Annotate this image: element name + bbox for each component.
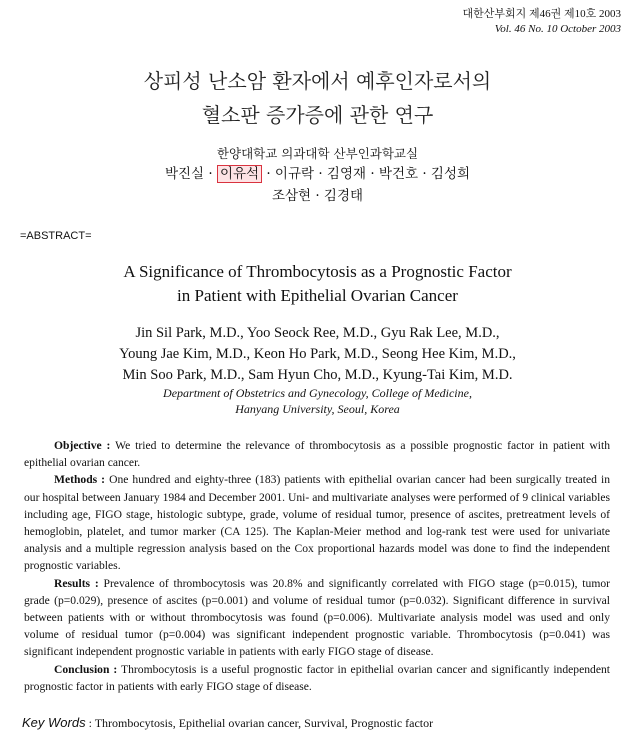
- journal-citation: [462, 7, 621, 37]
- korean-author-before: 박진실 ·: [164, 166, 217, 182]
- korean-author-after: · 이규락 · 김영재 · 박건호 · 김성희: [262, 166, 471, 182]
- english-authors-line-3: Min Soo Park, M.D., Sam Hyun Cho, M.D., Kyung-Tai Kim, M.D.: [122, 367, 513, 383]
- keywords: [22, 715, 433, 731]
- english-authors-line-2: Young Jae Kim, M.D., Keon Ho Park, M.D., Seong Hee Kim, M.D.,: [119, 346, 516, 362]
- english-title: [0, 260, 635, 308]
- department: [0, 385, 635, 417]
- department-line-2: Hanyang University, Seoul, Korea: [235, 402, 400, 416]
- objective-label: Objective :: [54, 439, 111, 452]
- methods-text: One hundred and eighty-three (183) patients with epithelial ovarian cancer had been surgically treated in our hospital between January 1984 and December 2001. Uni- and multivariate analyses were performed of 9 clinical variables including age, FIGO stage, histologic subtype, grade, volume of residual tumor, presence of ascites, pretreatment levels of hemoglobin, platelet, and tumor marker (CA 125). The Kaplan-Meier method and log-rank test were used for univariate analysis and a multiple regression analysis based on the Cox proportional hazards model was done to find the independent prognostic variables.: [24, 473, 610, 573]
- abstract-body: [24, 437, 610, 695]
- abstract-label: =ABSTRACT=: [20, 230, 92, 242]
- keywords-label: Key Words: [22, 715, 86, 730]
- methods-paragraph: [24, 471, 610, 574]
- objective-paragraph: [24, 437, 610, 471]
- keywords-text: : Thrombocytosis, Epithelial ovarian cancer, Survival, Prognostic factor: [85, 716, 434, 730]
- korean-authors-line-2: 조삼현 · 김경태: [271, 188, 364, 204]
- korean-title-line-2: 혈소판 증가증에 관한 연구: [201, 103, 434, 127]
- conclusion-label: Conclusion :: [54, 662, 118, 676]
- english-authors: [0, 323, 635, 386]
- korean-authors-line-1: [0, 163, 635, 185]
- english-authors-line-1: Jin Sil Park, M.D., Yoo Seock Ree, M.D., Gyu Rak Lee, M.D.,: [135, 325, 500, 341]
- results-text: Prevalence of thrombocytosis was 20.8% and significantly correlated with FIGO stage (p=0.015), tumor grade (p=0.029), presence of ascites (p=0.001) and volume of residual tumor (p=0.032). Significant difference in survival between patients with or without thrombocytosis was found (p=0.006). Multivariate analysis model was used and only volume of residual tumor (p=0.004) was significant independent prognostic variable. Thrombocytosis (p=0.041) was significant independent prognostic variable in patients with early FIGO stage of disease.: [24, 576, 610, 659]
- korean-title-line-1: 상피성 난소암 환자에서 예후인자로서의: [143, 69, 492, 93]
- objective-text: We tried to determine the relevance of thrombocytosis as a possible prognostic factor in patient with epithelial ovarian cancer.: [24, 439, 610, 470]
- korean-authors: [0, 163, 635, 207]
- results-paragraph: [24, 575, 610, 661]
- conclusion-text: Thrombocytosis is a useful prognostic factor in epithelial ovarian cancer and significantly independent prognostic factor in patients with early FIGO stage of disease.: [24, 662, 611, 693]
- korean-title: [0, 64, 635, 132]
- department-line-1: Department of Obstetrics and Gynecology, College of Medicine,: [163, 386, 472, 400]
- journal-citation-korean: 대한산부회지 제46권 제10호 2003: [462, 8, 621, 20]
- korean-affiliation: 한양대학교 의과대학 산부인과학교실: [216, 146, 419, 161]
- english-title-line-1: A Significance of Thrombocytosis as a Prognostic Factor: [123, 262, 512, 281]
- results-label: Results :: [54, 576, 99, 590]
- conclusion-paragraph: [24, 661, 610, 695]
- methods-label: Methods :: [54, 473, 106, 487]
- journal-citation-english: Vol. 46 No. 10 October 2003: [494, 23, 621, 35]
- english-title-line-2: in Patient with Epithelial Ovarian Cancer: [177, 286, 458, 305]
- highlighted-author: 이유석: [217, 165, 262, 183]
